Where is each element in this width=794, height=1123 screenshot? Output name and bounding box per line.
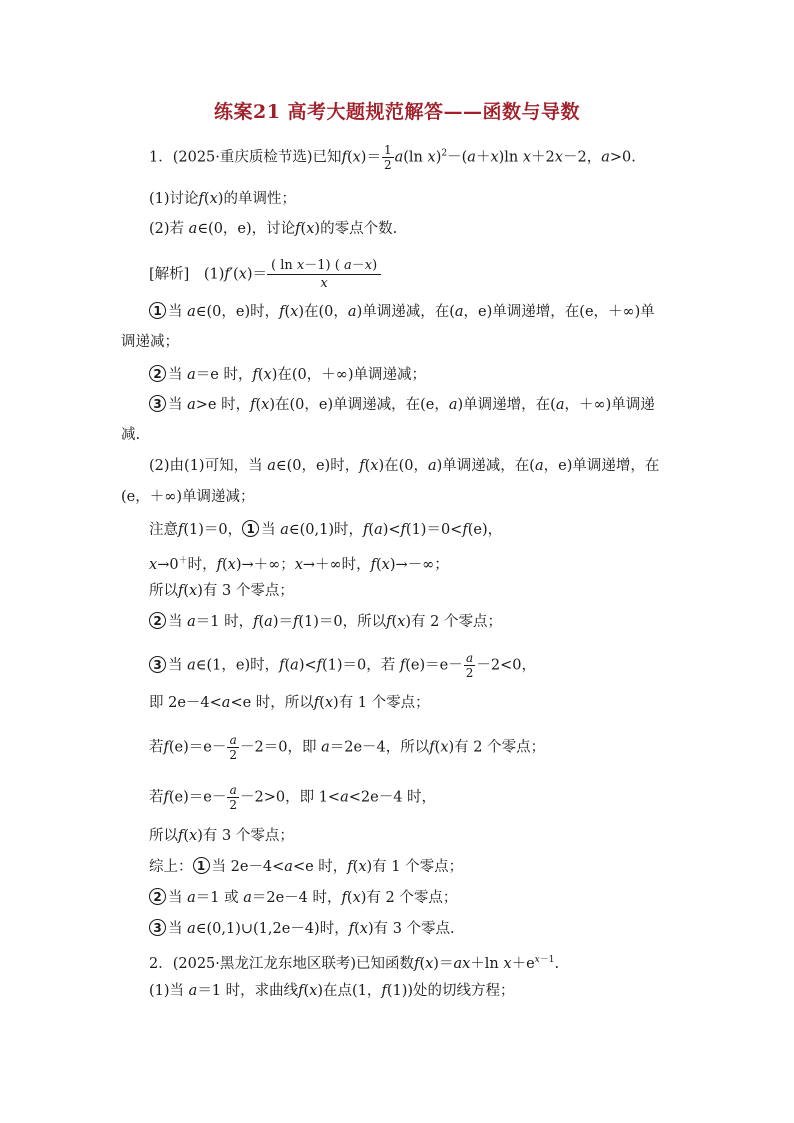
solution-case-2: 2 当 a＝e 时，f(x)在(0，＋∞)单调递减； xyxy=(149,365,426,385)
solution-a-equals-1: 2 当 a＝1 时，f(a)＝f(1)＝0，所以f(x)有 2 个零点； xyxy=(149,612,502,632)
summary-case-3: 3 当 a∈(0,1)∪(1,2e－4)时，f(x)有 3 个零点. xyxy=(149,919,455,939)
problem-1-statement: 1．(2025·重庆质检节选)已知f(x)＝ $\frac{1}{2}$ a(ln x)$^2$－(a＋x)ln x＋2x－2，a>0. xyxy=(149,143,636,172)
solution-three-zeros: 所以f(x)有 3 个零点； xyxy=(149,583,294,599)
summary-case-1: 综上： 1 当 2e－4<a<e 时，f(x)有 1 个零点； xyxy=(149,859,464,875)
solution-one-zero: 即 2e－4<a<e 时，所以f(x)有 1 个零点； xyxy=(149,695,430,711)
problem-2-statement: 2．(2025·黑龙江龙东地区联考)已知函数f(x)＝ax＋ln $x+e^{x-1}$. xyxy=(149,955,560,972)
solution-part-2: (2)由(1)可知，当 a∈(0，e)时，f(x)在(0，a)单调递减，在(a，e)单调递增，在 xyxy=(149,458,660,474)
solution-case-3-cont: 减. xyxy=(121,427,141,443)
summary-case-2: 2 当 a＝1 或 a＝2e－4 时，f(x)有 2 个零点； xyxy=(149,888,457,908)
solution-part-2-cont: (e，＋∞)单调递减； xyxy=(121,489,255,505)
problem-1-part-2: (2)若 a∈(0，e)，讨论f(x)的零点个数. xyxy=(149,221,398,237)
solution-case-1: 1 当 a∈(0，e)时，f(x)在(0，a)单调递减，在(a，e)单调递增，在(e，＋∞)单 xyxy=(149,302,655,322)
solution-limits: x→0＋时，f(x)→＋∞；x→＋∞时，f(x)→－∞； xyxy=(149,556,449,573)
solution-fe-zero: 若f(e)＝e－ $\frac{a}{2}$ －2＝0，即 a＝2e－4，所以f(x)有 2 个零点； xyxy=(149,733,546,762)
solution-fe-positive: 若f(e)＝e－ $\frac{a}{2}$ －2>0，即 1<a<2e－4 时， xyxy=(149,783,437,812)
solution-derivative: [解析] (1)f′(x)＝ $\frac{\text{( ln x－1) ( a－x)}}{x}$ xyxy=(149,257,381,292)
problem-2-part-1: (1)当 a＝1 时，求曲线f(x)在点(1，f(1))处的切线方程； xyxy=(149,983,515,999)
page-title: 练案21 高考大题规范解答——函数与导数 xyxy=(213,101,581,123)
solution-case-1-cont: 调递减； xyxy=(121,334,179,350)
solution-three-zeros-2: 所以f(x)有 3 个零点； xyxy=(149,828,294,844)
solution-case-3: 3 当 a>e 时，f(x)在(0，e)单调递减，在(e，a)单调递增，在(a，＋∞)单调递 xyxy=(149,395,655,415)
solution-note: 注意f(1)＝0， 1 当 a∈(0,1)时，f(a)<f(1)＝0<f(e)， xyxy=(149,522,503,538)
problem-1-part-1: (1)讨论f(x)的单调性； xyxy=(149,191,296,207)
solution-a-in-1-e: 3 当 a∈(1，e)时，f(a)<f(1)＝0，若 f(e)＝e－ $\frac{a}{2}$ －2<0， xyxy=(149,651,536,680)
